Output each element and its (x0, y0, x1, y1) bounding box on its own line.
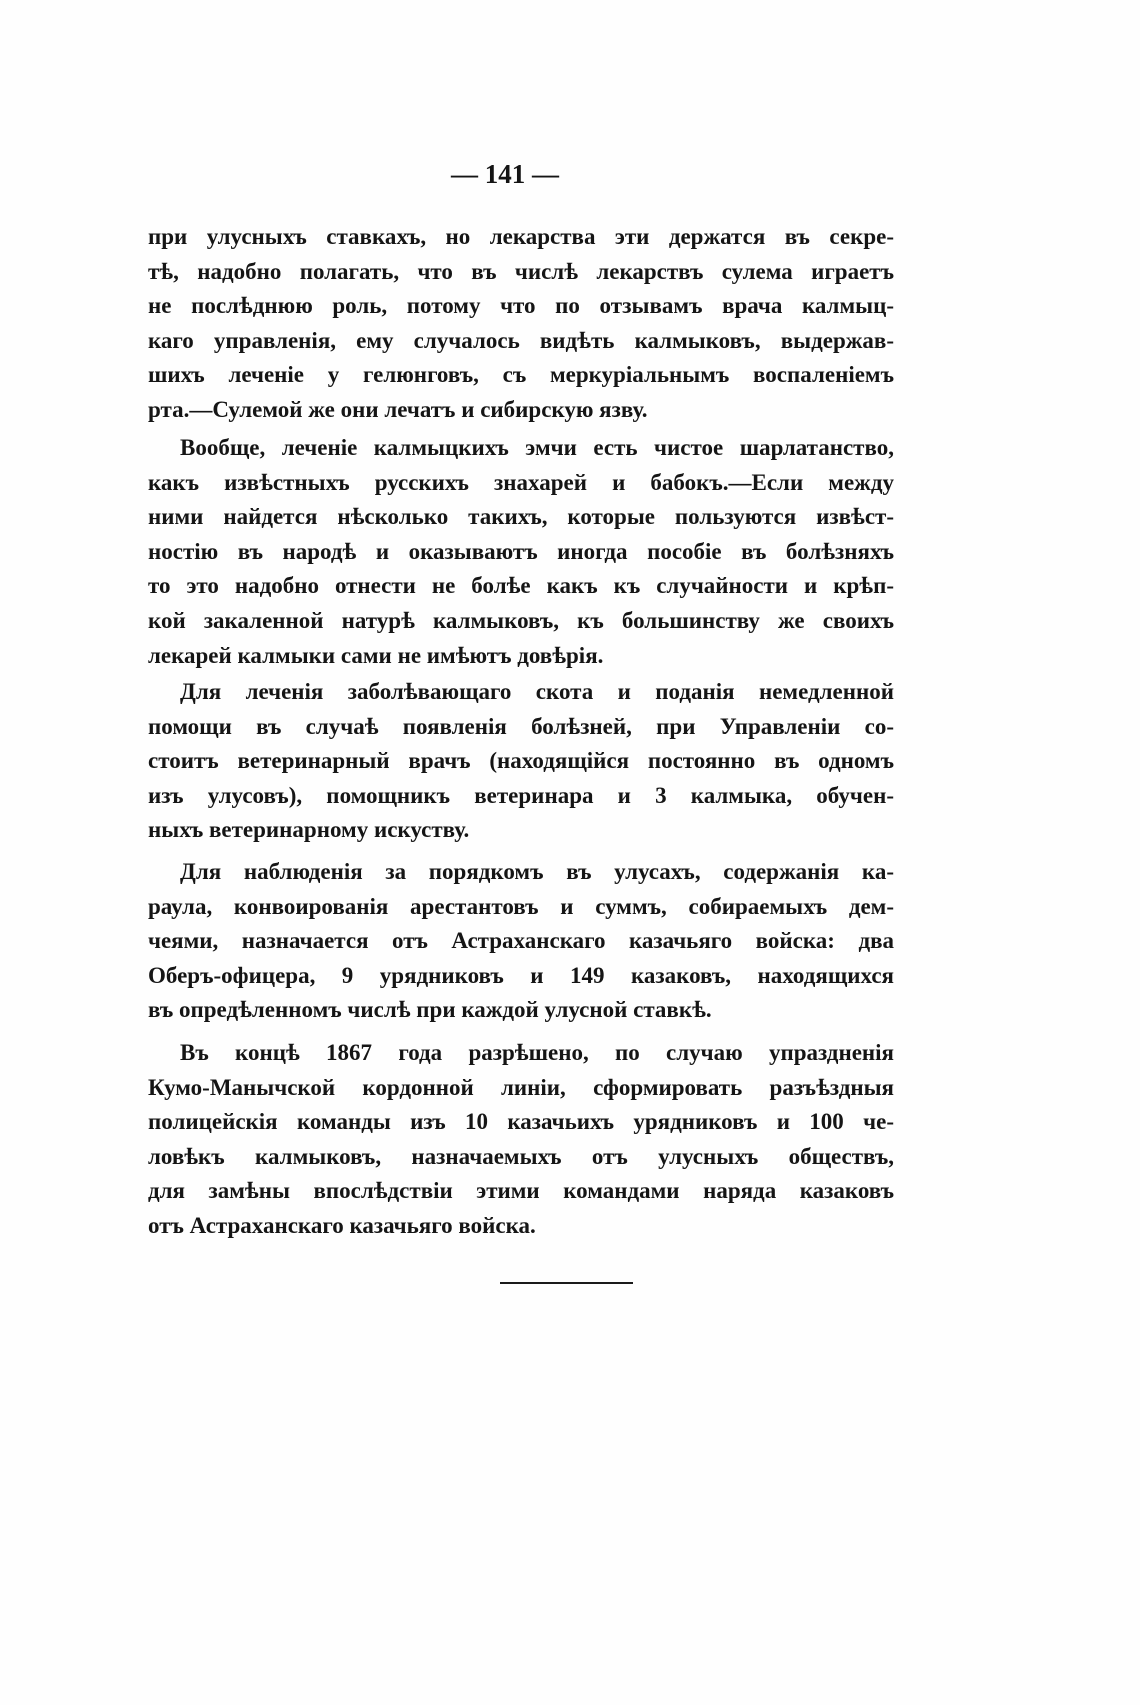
text-line: чеями, назначается отъ Астраханскаго казачьяго войска: два (148, 928, 894, 954)
section-end-rule (500, 1282, 633, 1284)
text-line: не послѣднюю роль, потому что по отзывамъ врача калмыц- (148, 293, 894, 319)
text-line: Для леченія заболѣвающаго скота и поданія немедленной (180, 679, 894, 704)
text-line: лекарей калмыки сами не имѣютъ довѣрія. (148, 642, 604, 668)
text-line: полицейскія команды изъ 10 казачьихъ урядниковъ и 100 че- (148, 1109, 894, 1135)
page-number: — 141 — (451, 159, 559, 189)
text-line: Вообще, леченіе калмыцкихъ эмчи есть чистое шарлатанство, (180, 435, 894, 460)
paragraph (148, 431, 894, 673)
text-line: шихъ леченіе у гелюнговъ, съ меркуріальнымъ воспаленіемъ (148, 362, 894, 388)
text-line: то это надобно отнести не болѣе какъ къ случайности и крѣп- (148, 573, 894, 599)
text-line: при улусныхъ ставкахъ, но лекарства эти держатся въ секре- (148, 224, 894, 249)
text-line: каго управленія, ему случалось видѣть калмыковъ, выдержав- (148, 327, 894, 353)
text-line: ловѣкъ калмыковъ, назначаемыхъ отъ улусныхъ обществъ, (148, 1143, 894, 1169)
paragraph (148, 855, 894, 1028)
text-line: ностію въ народѣ и оказываютъ иногда пособіе въ болѣзняхъ (148, 538, 894, 564)
text-line: Оберъ-офицера, 9 урядниковъ и 149 казаковъ, находящихся (148, 962, 894, 988)
text-line: изъ улусовъ), помощникъ ветеринара и 3 калмыка, обучен- (148, 782, 894, 808)
paragraph (148, 1036, 894, 1244)
text-line: Кумо-Манычской кордонной линіи, сформировать разъѣздныя (148, 1074, 894, 1100)
text-line: Въ концѣ 1867 года разрѣшено, по случаю упраздненія (180, 1040, 894, 1065)
paragraph (148, 220, 894, 428)
text-line: отъ Астраханскаго казачьяго войска. (148, 1212, 536, 1238)
text-line: помощи въ случаѣ появленія болѣзней, при Управленіи со- (148, 713, 894, 739)
text-line: тѣ, надобно полагать, что въ числѣ лекарствъ сулема играетъ (148, 258, 894, 284)
text-line: ныхъ ветеринарному искуству. (148, 817, 470, 843)
text-line: раула, конвоированія арестантовъ и суммъ, собираемыхъ дем- (148, 893, 894, 919)
text-line: въ опредѣленномъ числѣ при каждой улусной ставкѣ. (148, 997, 712, 1023)
text-line: ними найдется нѣсколько такихъ, которые пользуются извѣст- (148, 504, 894, 530)
text-line: Для наблюденія за порядкомъ въ улусахъ, содержанія ка- (180, 859, 894, 884)
text-line: какъ извѣстныхъ русскихъ знахарей и бабокъ.—Если между (148, 469, 894, 495)
paragraph (148, 675, 894, 848)
text-line: для замѣны впослѣдствіи этими командами наряда казаковъ (148, 1178, 894, 1204)
text-line: рта.—Сулемой же они лечатъ и сибирскую язву. (148, 396, 648, 422)
text-line: стоитъ ветеринарный врачъ (находящійся постоянно въ одномъ (148, 748, 894, 774)
text-line: кой закаленной натурѣ калмыковъ, къ большинству же своихъ (148, 607, 894, 633)
